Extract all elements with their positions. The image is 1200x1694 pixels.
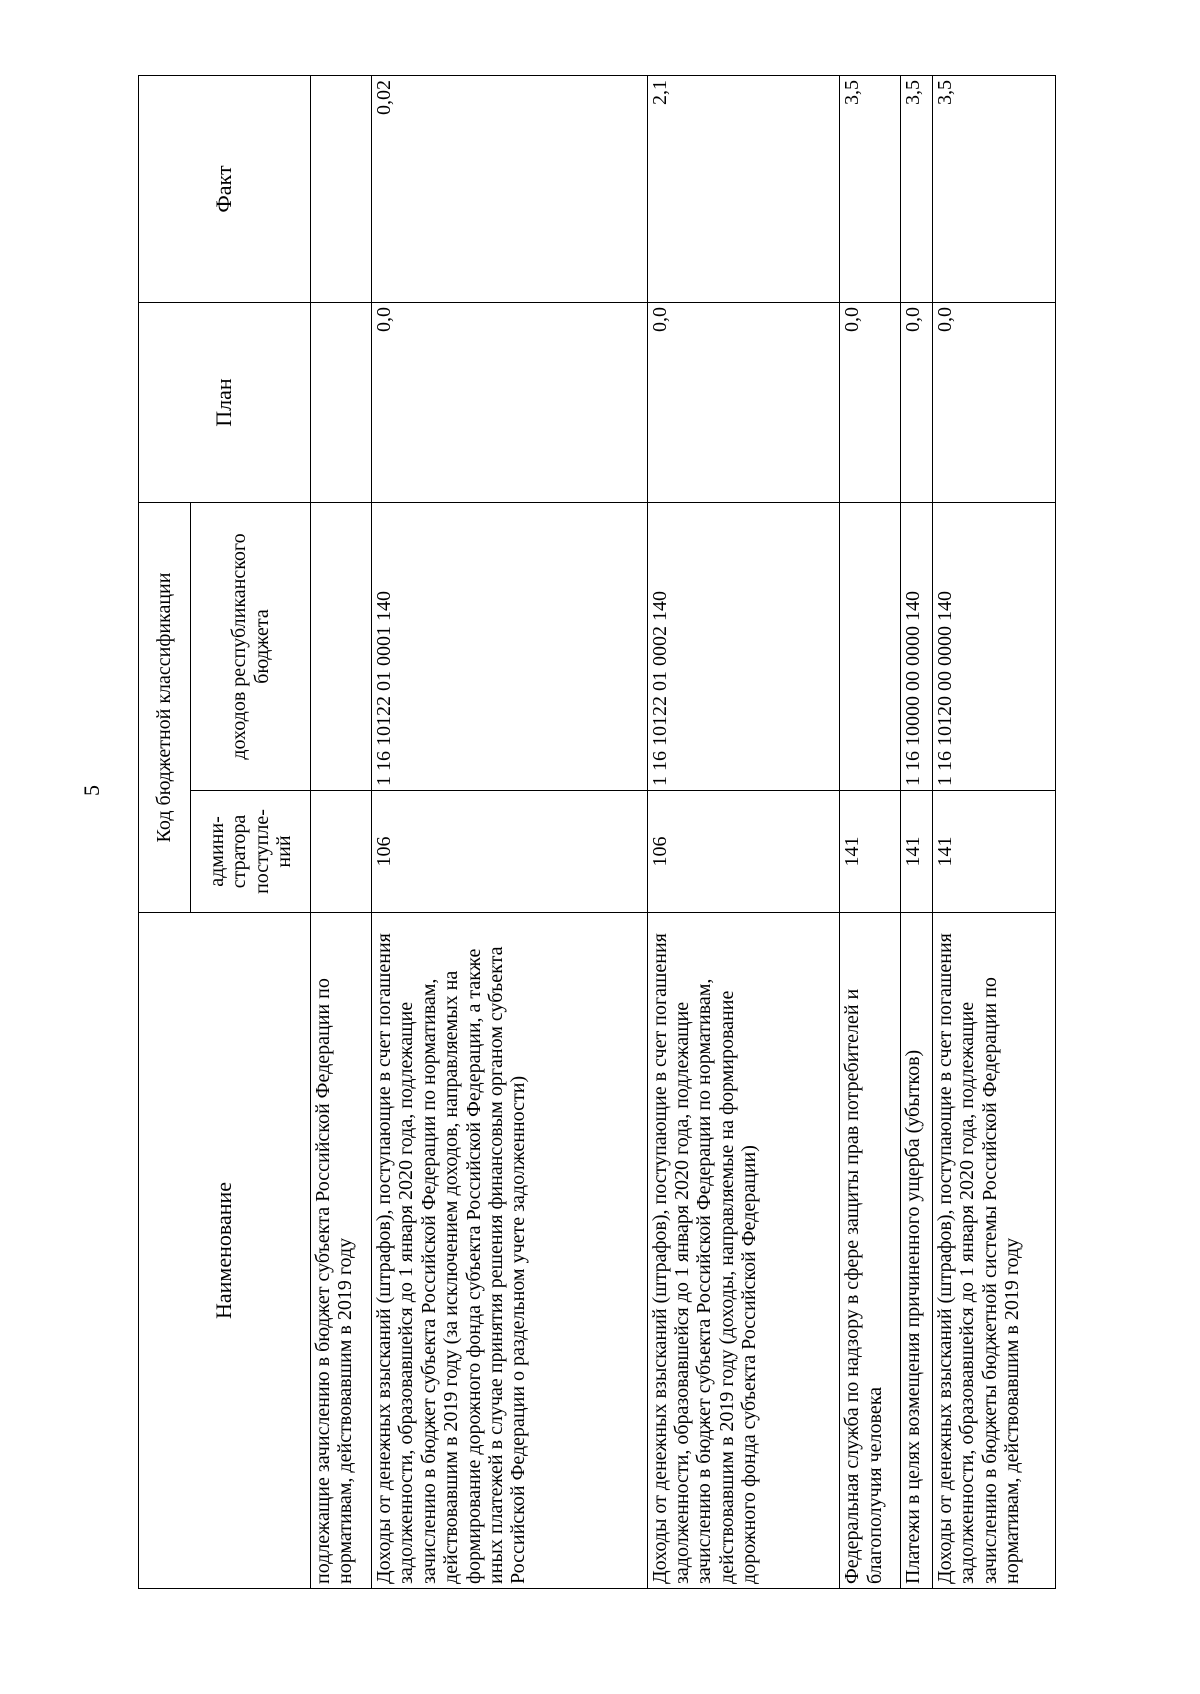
row-plan: 0,0 (372, 303, 648, 503)
row-fact: 0,02 (372, 76, 648, 303)
row-plan (311, 303, 372, 503)
row-fact: 3,5 (932, 76, 1055, 303)
header-name: Наименование (139, 913, 311, 1589)
row-name: Федеральная служба по надзору в сфере защиты прав потребителей и благополучия человека (840, 913, 901, 1589)
table-row (647, 76, 840, 1589)
row-name: Доходы от денежных взысканий (штрафов), поступающие в счет погашения задолженности, образовавшейся до 1 января 2020 года, подлежащие зачислению в бюджеты бюджетной системы Российской Федерации по нормативам, действовавшим в 2019 году (932, 913, 1055, 1589)
table-row (311, 76, 372, 1589)
row-admin: 141 (932, 791, 1055, 913)
row-name: Доходы от денежных взысканий (штрафов), поступающие в счет погашения задолженности, образовавшейся до 1 января 2020 года, подлежащие зачислению в бюджет субъекта Российской Федерации по нормативам, действовавшим в 2019 году (доходы, направляемые на формирование дорожного фонда субъекта Российской Федерации) (647, 913, 840, 1589)
row-plan: 0,0 (840, 303, 901, 503)
row-admin: 141 (840, 791, 901, 913)
row-code: 1 16 10120 00 0000 140 (932, 503, 1055, 791)
row-name: подлежащие зачислению в бюджет субъекта Российской Федерации по нормативам, действовавшим в 2019 году (311, 913, 372, 1589)
row-plan: 0,0 (932, 303, 1055, 503)
row-plan: 0,0 (901, 303, 933, 503)
table-row (372, 76, 648, 1589)
table-row (840, 76, 901, 1589)
row-fact (311, 76, 372, 303)
header-plan: План (139, 303, 311, 503)
budget-income-table (138, 75, 1056, 1589)
row-plan: 0,0 (647, 303, 840, 503)
rotated-table-wrapper (138, 76, 1056, 1589)
row-admin (311, 791, 372, 913)
header-fact: Факт (139, 76, 311, 303)
row-code: 1 16 10122 01 0002 140 (647, 503, 840, 791)
row-admin: 141 (901, 791, 933, 913)
table-row (932, 76, 1055, 1589)
row-fact: 2,1 (647, 76, 840, 303)
page-number: 5 (79, 785, 104, 796)
row-admin: 106 (372, 791, 648, 913)
header-code-admin: админи-стратора поступле-ний (191, 791, 311, 913)
row-code (840, 503, 901, 791)
row-admin: 106 (647, 791, 840, 913)
header-code-group: Код бюджетной классификации (139, 503, 191, 913)
table-row (901, 76, 933, 1589)
row-fact: 3,5 (901, 76, 933, 303)
row-code: 1 16 10000 00 0000 140 (901, 503, 933, 791)
row-code: 1 16 10122 01 0001 140 (372, 503, 648, 791)
row-name: Доходы от денежных взысканий (штрафов), поступающие в счет погашения задолженности, образовавшейся до 1 января 2020 года, подлежащие зачислению в бюджет субъекта Российской Федерации по нормативам, действовавшим в 2019 году (за исключением доходов, направляемых на формирование дорожного фонда субъекта Российской Федерации, а также иных платежей в случае принятия решения финансовым органом субъекта Российской Федерации о раздельном учете задолженности) (372, 913, 648, 1589)
header-code-income: доходов республиканского бюджета (191, 503, 311, 791)
row-code (311, 503, 372, 791)
row-fact: 3,5 (840, 76, 901, 303)
row-name: Платежи в целях возмещения причиненного ущерба (убытков) (901, 913, 933, 1589)
